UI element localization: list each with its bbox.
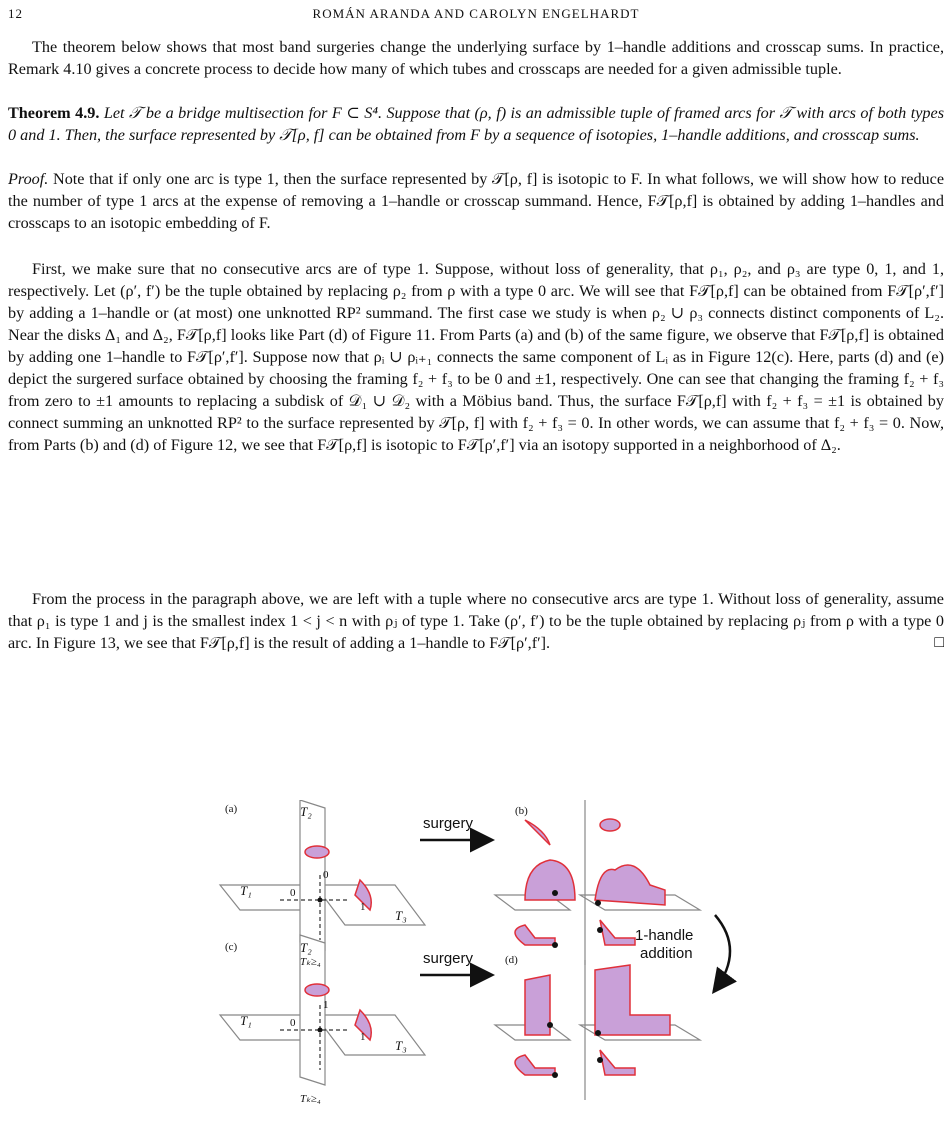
proof-label: Proof.	[8, 170, 49, 188]
page-number: 12	[8, 6, 23, 21]
proof-text-3: From the process in the paragraph above, we are left with a tuple where no consecutive arcs are type 1. Without loss of generality, assume that ρ₁ is type 1 and j is the smallest index 1 < j < n with ρⱼ of type 1. Take (ρ′, f′) to be the tuple obtained by replacing ρⱼ from ρ with a type 0 arc. In Figure 13, we see that F𝒯[ρ,f] is the result of adding a 1–handle to F𝒯[ρ′,f′].	[8, 590, 944, 652]
svg-text:0: 0	[323, 869, 329, 881]
b-surface-right	[595, 865, 665, 905]
svg-text:T₃: T₃	[395, 908, 407, 923]
d-surface-right	[595, 965, 670, 1035]
figure-surgery-diagram	[205, 800, 750, 1130]
page-header	[0, 6, 952, 26]
proof-paragraph-2: First, we make sure that no consecutive arcs are of type 1. Suppose, without loss of generality, that ρ₁, ρ₂, and ρ₃ are type 0, 1, and 1, respectively. Let (ρ′, f′) be the tuple obtained by replacing ρ₂ from ρ with a type 0 arc. We will see that F𝒯[ρ,f] can be obtained from F𝒯[ρ′,f′] by adding a 1–handle or (at most) one unknotted RP² summand. The first case we study is when ρ₂ ∪ ρ₃ connects distinct components of L₂. Near the disks Δ₁ and Δ₂, F𝒯[ρ,f] looks like Part (d) of Figure 11. From Parts (a) and (b) of the same figure, we observe that F𝒯[ρ,f] is obtained by adding one 1–handle to F𝒯[ρ′,f′]. Suppose now that ρᵢ ∪ ρᵢ₊₁ connects the same component of Lᵢ as in Figure 12(c). Here, parts (d) and (e) depict the surgered surface obtained by choosing the framing f₂ + f₃ to be 0 and ±1, respectively. One can see that changing the framing f₂ + f₃ from zero to ±1 amounts to replacing a subdisk of 𝒟₁ ∪ 𝒟₂ with a Möbius band. Thus, the surface F𝒯[ρ,f] with f₂ + f₃ = ±1 is obtained by connect summing an unknotted RP² to the surface represented by 𝒯[ρ, f] with f₂ + f₃ = 0. In other words, we can assume that f₂ + f₃ = 0. Now, from Parts (b) and (d) of Figure 12, we see that F𝒯[ρ,f] is isotopic to F𝒯[ρ′,f′] via an isotopy supported in a neighborhood of Δ₂.	[8, 260, 944, 454]
proof-text-1: Note that if only one arc is type 1, then the surface represented by 𝒯[ρ, f] is isotopic to F. In what follows, we will show how to reduce the number of type 1 arcs at the expense of removing a 1–handle or crosscap summand. Hence, F𝒯[ρ,f] is obtained by adding 1–handles and crosscaps to an isotopic embedding of F.	[8, 170, 945, 232]
svg-text:T₂: T₂	[300, 804, 312, 819]
intro-paragraph: The theorem below shows that most band surgeries change the underlying surface by 1–handle additions and crosscap sums. In practice, Remark 4.10 gives a concrete process to decide how many of which tubes and crosscaps are needed for a given admissible tuple.	[8, 38, 944, 78]
label-c: (c)	[225, 941, 238, 953]
disk-a-top	[305, 846, 329, 858]
running-head: ROMÁN ARANDA AND CAROLYN ENGELHARDT	[312, 6, 640, 21]
svg-text:T₁: T₁	[240, 883, 252, 898]
d-surface-left	[525, 975, 550, 1035]
svg-text:T₂: T₂	[300, 940, 312, 955]
surgery-label-top: surgery	[423, 815, 474, 832]
svg-text:Tₖ≥₄: Tₖ≥₄	[300, 1093, 321, 1105]
svg-text:0: 0	[290, 887, 296, 899]
svg-text:1: 1	[360, 901, 366, 913]
theorem-4-9	[8, 102, 944, 146]
b-surface-left	[525, 860, 575, 900]
theorem-label: Theorem 4.9.	[8, 104, 100, 122]
label-a: (a)	[225, 803, 238, 815]
svg-text:0: 0	[290, 1017, 296, 1029]
svg-text:T₁: T₁	[240, 1013, 252, 1028]
proof-paragraph-3	[8, 588, 944, 654]
handle-label-1: 1-handle	[635, 927, 694, 944]
svg-text:1: 1	[323, 999, 329, 1011]
proof-paragraph-1	[8, 168, 944, 234]
b-piece-1	[525, 820, 550, 845]
handle-label-2: addition	[640, 945, 693, 962]
svg-text:Tₖ≥₄: Tₖ≥₄	[300, 956, 321, 968]
svg-text:1: 1	[360, 1031, 366, 1043]
qed-symbol: □	[934, 634, 944, 651]
surgery-label-bottom: surgery	[423, 950, 474, 967]
disk-c-top	[305, 984, 329, 996]
label-d: (d)	[505, 954, 518, 966]
theorem-body: Let 𝒯 be a bridge multisection for F ⊂ S⁴. Suppose that (ρ, f) is an admissible tuple of framed arcs for 𝒯 with arcs of both types 0 and 1. Then, the surface represented by 𝒯[ρ, f] can be obtained from F by a sequence of isotopies, 1–handle additions, and crosscap sums.	[8, 104, 944, 144]
label-b: (b)	[515, 805, 528, 817]
svg-text:T₃: T₃	[395, 1038, 407, 1053]
